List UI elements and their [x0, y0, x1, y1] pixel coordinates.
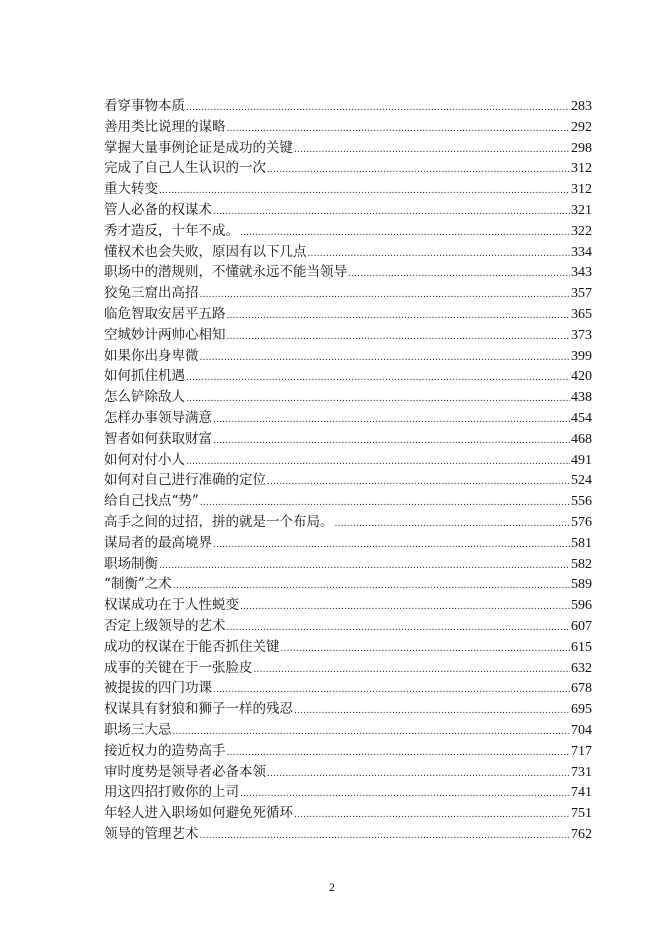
toc-entry-title: 完成了自己人生认识的一次 — [104, 160, 266, 177]
toc-entry-title: 如果你出身卑微 — [104, 347, 199, 364]
dot-leader — [173, 720, 571, 741]
toc-entry[interactable] — [104, 595, 592, 616]
toc-entry-page: 312 — [571, 161, 592, 177]
toc-entry-title: 重大转变 — [104, 181, 158, 198]
toc-entry[interactable] — [104, 179, 592, 200]
toc-entry[interactable] — [104, 491, 592, 512]
dot-leader — [186, 450, 570, 471]
toc-entry-title: 职场中的潜规则，不懂就永远不能当领导 — [104, 264, 347, 281]
toc-entry-title: 掌握大量事例论证是成功的关键 — [104, 139, 293, 156]
toc-entry-page: 491 — [571, 452, 592, 468]
toc-entry[interactable] — [104, 741, 592, 762]
toc-entry[interactable] — [104, 387, 592, 408]
toc-entry-title: 管人必备的权谋术 — [104, 201, 212, 218]
dot-leader — [227, 741, 571, 762]
toc-entry[interactable] — [104, 678, 592, 699]
toc-entry-page: 322 — [571, 223, 592, 239]
dot-leader — [186, 387, 570, 408]
toc-entry[interactable] — [104, 574, 592, 595]
dot-leader — [159, 179, 570, 200]
toc-entry-title: 如何抓住机遇 — [104, 368, 185, 385]
dot-leader — [240, 782, 570, 803]
toc-entry[interactable] — [104, 824, 592, 845]
toc-entry-page: 678 — [571, 681, 592, 697]
dot-leader — [294, 699, 570, 720]
toc-entry-title: 年轻人进入职场如何避免死循环 — [104, 805, 293, 822]
toc-entry-title: 懂权术也会失败，原因有以下几点 — [104, 243, 307, 260]
toc-entry-title: 智者如何获取财富 — [104, 430, 212, 447]
dot-leader — [267, 762, 570, 783]
toc-entry[interactable] — [104, 533, 592, 554]
table-of-contents — [104, 96, 592, 845]
toc-entry-page: 731 — [571, 764, 592, 780]
toc-entry[interactable] — [104, 221, 592, 242]
toc-entry-title: 给自己找点“势” — [104, 493, 199, 510]
toc-entry-page: 312 — [571, 182, 592, 198]
toc-entry[interactable] — [104, 200, 592, 221]
toc-entry[interactable] — [104, 158, 592, 179]
toc-entry-title: 否定上级领导的艺术 — [104, 617, 226, 634]
dot-leader — [227, 325, 571, 346]
toc-entry[interactable] — [104, 262, 592, 283]
toc-entry-title: 高手之间的过招，拼的就是一个布局。 — [104, 513, 334, 530]
toc-entry-page: 762 — [571, 826, 592, 842]
toc-entry-page: 596 — [571, 598, 592, 614]
toc-entry[interactable] — [104, 304, 592, 325]
toc-entry-page: 632 — [571, 660, 592, 676]
toc-entry[interactable] — [104, 450, 592, 471]
dot-leader — [227, 117, 571, 138]
toc-entry-page: 581 — [571, 535, 592, 551]
toc-entry-title: 空城妙计两帅心相知 — [104, 326, 226, 343]
toc-entry[interactable] — [104, 242, 592, 263]
toc-entry-title: 善用类比说理的谋略 — [104, 118, 226, 135]
toc-entry-title: 看穿事物本质 — [104, 98, 185, 114]
toc-entry[interactable] — [104, 346, 592, 367]
toc-entry-page: 589 — [571, 577, 592, 593]
dot-leader — [213, 200, 570, 221]
toc-entry-page: 373 — [571, 327, 592, 343]
dot-leader — [173, 574, 570, 595]
toc-entry[interactable] — [104, 699, 592, 720]
toc-entry-page: 292 — [571, 119, 592, 135]
toc-entry-title: 职场制衡 — [104, 555, 158, 572]
dot-leader — [281, 637, 571, 658]
toc-entry-page: 695 — [571, 702, 592, 718]
toc-entry-page: 454 — [571, 410, 592, 426]
toc-entry-title: 秀才造反，十年不成。 — [104, 222, 239, 239]
toc-entry-title: 怎样办事领导满意 — [104, 409, 212, 426]
dot-leader — [294, 803, 570, 824]
dot-leader — [335, 512, 571, 533]
dot-leader — [213, 533, 570, 554]
toc-entry-page: 704 — [571, 722, 592, 738]
dot-leader — [213, 408, 570, 429]
toc-entry[interactable] — [104, 366, 592, 387]
toc-entry-page: 298 — [571, 140, 592, 156]
toc-entry-page: 468 — [571, 431, 592, 447]
dot-leader — [186, 366, 570, 387]
dot-leader — [200, 491, 570, 512]
toc-entry[interactable] — [104, 554, 592, 575]
toc-entry-page: 615 — [571, 639, 592, 655]
toc-entry[interactable] — [104, 429, 592, 450]
dot-leader — [159, 554, 570, 575]
toc-entry-title: 审时度势是领导者必备本领 — [104, 763, 266, 780]
dot-leader — [348, 262, 570, 283]
toc-entry-page: 399 — [571, 348, 592, 364]
toc-entry-title: 怎么铲除敌人 — [104, 389, 185, 406]
toc-entry-page: 357 — [571, 286, 592, 302]
toc-entry-page: 741 — [571, 785, 592, 801]
dot-leader — [200, 283, 571, 304]
toc-entry[interactable] — [104, 470, 592, 491]
toc-entry[interactable] — [104, 658, 592, 679]
toc-entry[interactable] — [104, 325, 592, 346]
dot-leader — [240, 221, 570, 242]
toc-entry[interactable] — [104, 762, 592, 783]
toc-entry-title: 接近权力的造势高手 — [104, 742, 226, 759]
dot-leader — [240, 595, 570, 616]
toc-entry[interactable] — [104, 408, 592, 429]
toc-entry[interactable] — [104, 720, 592, 741]
toc-entry-title: 用这四招打败你的上司 — [104, 784, 239, 801]
toc-entry-page: 343 — [571, 265, 592, 281]
toc-entry-page: 576 — [571, 514, 592, 530]
toc-entry-title: 如何对付小人 — [104, 451, 185, 468]
dot-leader — [267, 158, 570, 179]
toc-entry-title: 领导的管理艺术 — [104, 825, 199, 842]
toc-entry-page: 717 — [571, 743, 592, 759]
dot-leader — [308, 242, 571, 263]
toc-entry[interactable] — [104, 803, 592, 824]
toc-entry-page: 334 — [571, 244, 592, 260]
toc-entry-title: 狡兔三窟出高招 — [104, 285, 199, 302]
dot-leader — [200, 346, 571, 367]
toc-entry[interactable] — [104, 117, 592, 138]
toc-entry[interactable] — [104, 283, 592, 304]
page-number: 2 — [329, 880, 335, 894]
toc-entry-page: 438 — [571, 390, 592, 406]
toc-entry-page: 524 — [571, 473, 592, 489]
dot-leader — [267, 470, 570, 491]
toc-entry-page: 365 — [571, 306, 592, 322]
dot-leader — [186, 96, 570, 117]
toc-entry[interactable] — [104, 616, 592, 637]
toc-entry-page: 582 — [571, 556, 592, 572]
dot-leader — [227, 616, 571, 637]
toc-entry-title: 被提拔的四门功课 — [104, 680, 212, 697]
toc-entry-page: 420 — [571, 369, 592, 385]
toc-entry[interactable] — [104, 512, 592, 533]
toc-entry[interactable] — [104, 138, 592, 159]
dot-leader — [294, 138, 570, 159]
dot-leader — [213, 678, 570, 699]
toc-entry-title: 成功的权谋在于能否抓住关键 — [104, 638, 280, 655]
dot-leader — [200, 824, 571, 845]
toc-entry[interactable] — [104, 637, 592, 658]
toc-entry-title: 如何对自己进行准确的定位 — [104, 472, 266, 489]
toc-entry-page: 321 — [571, 202, 592, 218]
toc-entry[interactable] — [104, 782, 592, 803]
toc-entry-page: 283 — [571, 99, 592, 114]
toc-entry-page: 556 — [571, 494, 592, 510]
toc-entry-title: 谋局者的最高境界 — [104, 534, 212, 551]
toc-entry[interactable] — [104, 96, 592, 117]
toc-entry-title: 职场三大忌 — [104, 721, 172, 738]
toc-entry-page: 607 — [571, 618, 592, 634]
toc-entry-title: 成事的关键在于一张脸皮 — [104, 659, 253, 676]
toc-entry-title: 临危智取安居平五路 — [104, 305, 226, 322]
dot-leader — [227, 304, 571, 325]
dot-leader — [213, 429, 570, 450]
toc-entry-page: 751 — [571, 806, 592, 822]
toc-entry-title: “制衡”之术 — [104, 576, 172, 593]
toc-entry-title: 权谋成功在于人性蜕变 — [104, 597, 239, 614]
toc-entry-title: 权谋具有豺狼和狮子一样的残忍 — [104, 701, 293, 718]
dot-leader — [254, 658, 571, 679]
